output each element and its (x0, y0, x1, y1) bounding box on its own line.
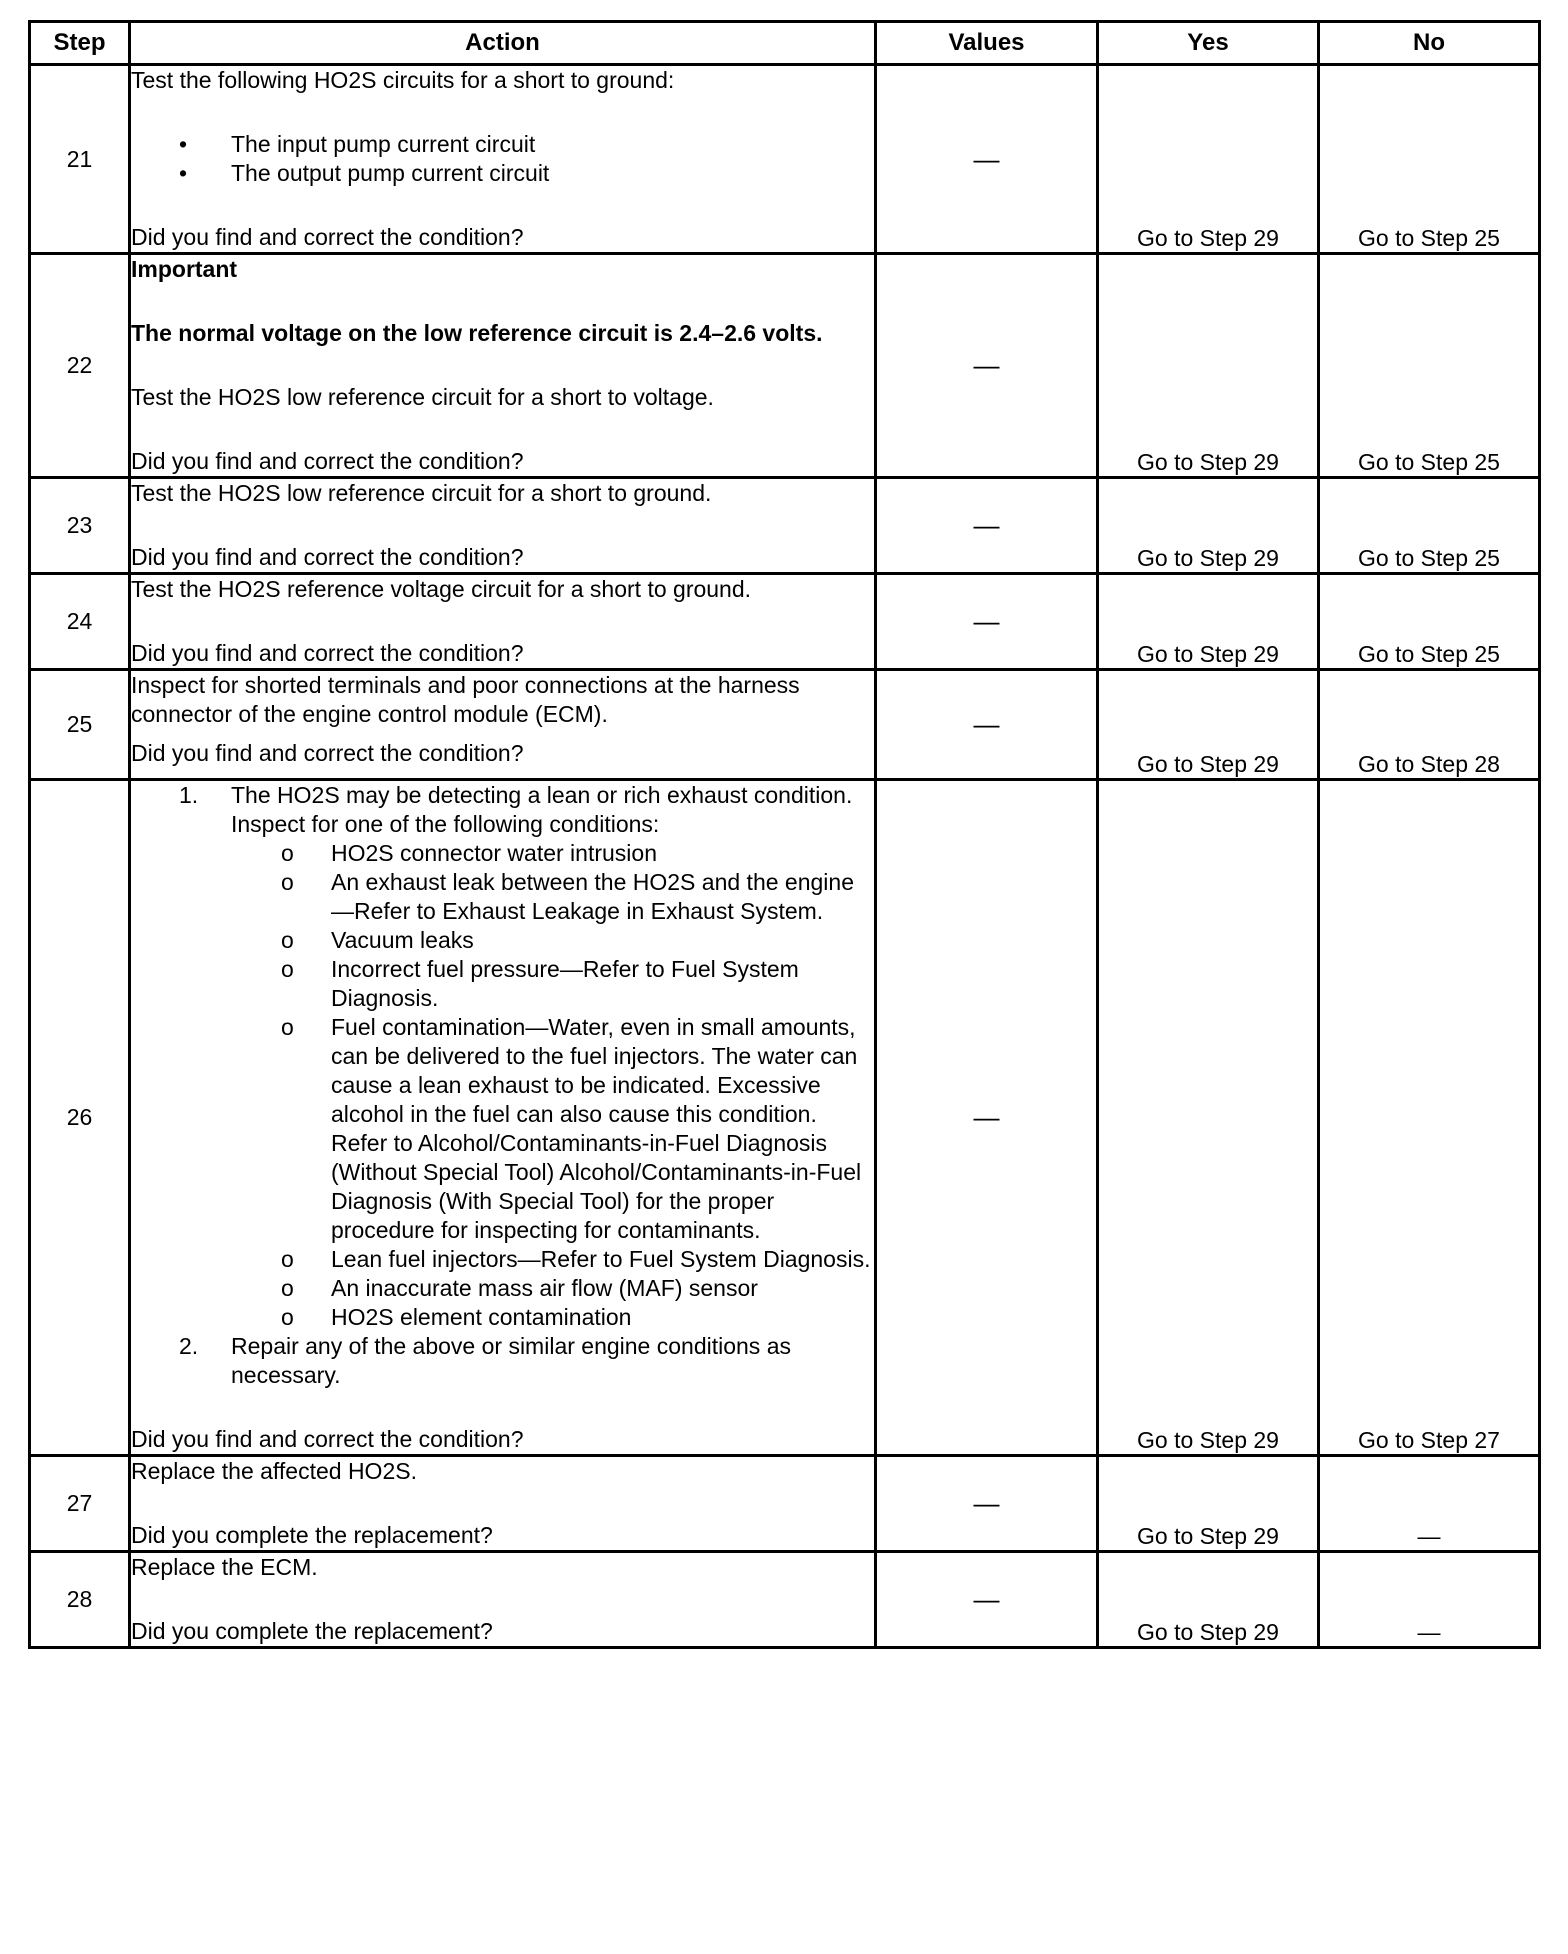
table-header-row (30, 22, 1540, 65)
action-question: Did you find and correct the condition? (131, 1426, 524, 1452)
yes-cell: Go to Step 29 (1098, 670, 1319, 780)
values-cell: — (876, 65, 1098, 254)
diagnostic-procedure-table (28, 20, 1541, 1649)
sub-list-item: o HO2S element contamination (231, 1303, 874, 1332)
action-question: Did you find and correct the condition? (131, 448, 524, 474)
step-number: 28 (30, 1552, 130, 1648)
action-cell (130, 574, 876, 670)
no-cell: Go to Step 25 (1319, 574, 1540, 670)
header-action: Action (130, 22, 876, 65)
action-question: Did you complete the replacement? (131, 1618, 493, 1644)
action-cell (130, 1552, 876, 1648)
action-question: Did you complete the replacement? (131, 1522, 493, 1548)
action-text: Test the HO2S low reference circuit for a short to ground. (131, 480, 712, 506)
values-cell: — (876, 478, 1098, 574)
yes-cell: Go to Step 29 (1098, 780, 1319, 1456)
step-number: 27 (30, 1456, 130, 1552)
header-step: Step (30, 22, 130, 65)
no-cell: Go to Step 28 (1319, 670, 1540, 780)
table-row (30, 478, 1540, 574)
table-row (30, 1456, 1540, 1552)
step-number: 26 (30, 780, 130, 1456)
step-number: 21 (30, 65, 130, 254)
important-label: Important (131, 256, 238, 282)
sub-list (231, 839, 874, 1332)
action-cell (130, 670, 876, 780)
list-item: • The input pump current circuit (131, 130, 874, 159)
action-cell (130, 65, 876, 254)
action-cell (130, 1456, 876, 1552)
no-cell: Go to Step 25 (1319, 478, 1540, 574)
no-cell: — (1319, 1552, 1540, 1648)
yes-cell: Go to Step 29 (1098, 574, 1319, 670)
table-row (30, 670, 1540, 780)
yes-cell: Go to Step 29 (1098, 1456, 1319, 1552)
action-intro: Test the following HO2S circuits for a short to ground: (131, 67, 675, 93)
yes-cell: Go to Step 29 (1098, 65, 1319, 254)
table-row (30, 254, 1540, 478)
header-no: No (1319, 22, 1540, 65)
item-number: 2. (179, 1333, 199, 1359)
values-cell: — (876, 670, 1098, 780)
action-question: Did you find and correct the condition? (131, 544, 524, 570)
list-item: • The output pump current circuit (131, 159, 874, 188)
yes-cell: Go to Step 29 (1098, 254, 1319, 478)
table-row (30, 574, 1540, 670)
list-item (131, 781, 874, 1332)
action-cell (130, 780, 876, 1456)
table-row (30, 780, 1540, 1456)
yes-cell: Go to Step 29 (1098, 478, 1319, 574)
header-values: Values (876, 22, 1098, 65)
sub-list-item: o An inaccurate mass air flow (MAF) sensor (231, 1274, 874, 1303)
sub-list-item: o Incorrect fuel pressure—Refer to Fuel System Diagnosis. (231, 955, 874, 1013)
action-text: Test the HO2S low reference circuit for a short to voltage. (131, 384, 714, 410)
step-number: 22 (30, 254, 130, 478)
item-text: Repair any of the above or similar engine conditions as necessary. (231, 1333, 791, 1388)
yes-cell: Go to Step 29 (1098, 1552, 1319, 1648)
action-text: Replace the affected HO2S. (131, 1458, 417, 1484)
action-text: Replace the ECM. (131, 1554, 318, 1580)
item-number: 1. (179, 782, 199, 808)
action-text: Test the HO2S reference voltage circuit for a short to ground. (131, 576, 752, 602)
values-cell: — (876, 780, 1098, 1456)
action-question: Did you find and correct the condition? (131, 224, 524, 250)
header-yes: Yes (1098, 22, 1319, 65)
values-cell: — (876, 574, 1098, 670)
action-question: Did you find and correct the condition? (131, 740, 524, 766)
sub-list-item: o Vacuum leaks (231, 926, 874, 955)
no-cell: Go to Step 25 (1319, 254, 1540, 478)
step-number: 25 (30, 670, 130, 780)
table-row (30, 65, 1540, 254)
values-cell: — (876, 1456, 1098, 1552)
no-cell: Go to Step 27 (1319, 780, 1540, 1456)
values-cell: — (876, 1552, 1098, 1648)
item-text: The HO2S may be detecting a lean or rich exhaust condition. Inspect for one of the following conditions: (231, 782, 853, 837)
sub-list-item: o HO2S connector water intrusion (231, 839, 874, 868)
action-cell (130, 478, 876, 574)
action-text: Inspect for shorted terminals and poor connections at the harness connector of the engine control module (ECM). (131, 672, 800, 727)
no-cell: Go to Step 25 (1319, 65, 1540, 254)
sub-list-item: o Fuel contamination—Water, even in small amounts, can be delivered to the fuel injectors. The water can cause a lean exhaust to be indicated. Excessive alcohol in the fuel can also cause this condition. Refer to Alcohol/Contaminants-in-Fuel Diagnosis (Without Special Tool) Alcohol/Contaminants-in-Fuel Diagnosis (With Special Tool) for the proper procedure for inspecting for contaminants. (231, 1013, 874, 1245)
action-question: Did you find and correct the condition? (131, 640, 524, 666)
sub-list-item: o An exhaust leak between the HO2S and the engine—Refer to Exhaust Leakage in Exhaust System. (231, 868, 874, 926)
bullet-list (131, 130, 874, 188)
action-cell (130, 254, 876, 478)
step-number: 23 (30, 478, 130, 574)
step-number: 24 (30, 574, 130, 670)
values-cell: — (876, 254, 1098, 478)
important-note: The normal voltage on the low reference circuit is 2.4–2.6 volts. (131, 320, 823, 346)
list-item (131, 1332, 874, 1390)
no-cell: — (1319, 1456, 1540, 1552)
numbered-list (131, 781, 874, 1390)
sub-list-item: o Lean fuel injectors—Refer to Fuel System Diagnosis. (231, 1245, 874, 1274)
table-row (30, 1552, 1540, 1648)
